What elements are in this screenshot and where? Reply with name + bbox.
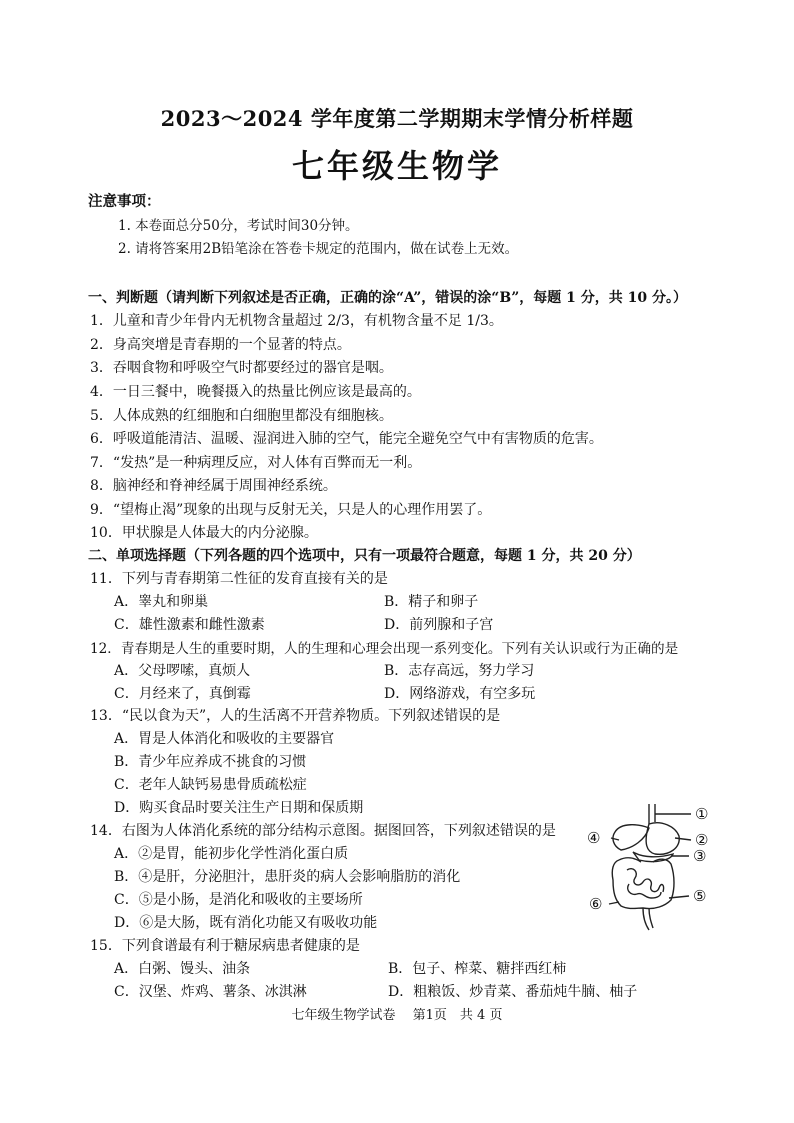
judgement-question: 2．身高突增是青春期的一个显著的特点。 xyxy=(90,337,351,353)
question-13-stem: 13．“民以食为天”，人的生活离不开营养物质。下列叙述错误的是 xyxy=(90,708,501,724)
question-14-stem: 14．右图为人体消化系统的部分结构示意图。据图回答，下列叙述错误的是 xyxy=(90,823,556,839)
judgement-question: 8．脑神经和脊神经属于周围神经系统。 xyxy=(90,478,337,494)
question-15-option-a: A．白粥、馒头、油条 xyxy=(114,961,251,977)
note-item: 2. 请将答案用2B铅笔涂在答卷卡规定的范围内，做在试卷上无效。 xyxy=(118,241,519,257)
question-13-option-d: D．购买食品时要关注生产日期和保质期 xyxy=(114,800,364,816)
figure-label-5: ⑤ xyxy=(693,887,707,905)
question-11-option-c: C．雄性激素和雌性激素 xyxy=(114,617,265,633)
notes-heading: 注意事项： xyxy=(88,193,161,210)
figure-label-4: ④ xyxy=(587,829,601,847)
judgement-question: 1．儿童和青少年骨内无机物含量超过 2/3，有机物含量不足 1/3。 xyxy=(90,313,503,329)
exam-title: 2023～2024 学年度第二学期期末学情分析样题 xyxy=(160,106,634,131)
section2-heading: 二、单项选择题（下列各题的四个选项中，只有一项最符合题意，每题 1 分，共 20 分） xyxy=(88,548,641,564)
question-14-option-b: B．④是肝，分泌胆汁，患肝炎的病人会影响脂肪的消化 xyxy=(114,869,461,885)
judgement-question: 5．人体成熟的红细胞和白细胞里都没有细胞核。 xyxy=(90,408,393,424)
question-14-option-a: A．②是胃，能初步化学性消化蛋白质 xyxy=(114,846,349,862)
judgement-question: 3．吞咽食物和呼吸空气时都要经过的器官是咽。 xyxy=(90,360,393,376)
question-15-option-d: D．粗粮饭、炒青菜、番茄炖牛腩、柚子 xyxy=(388,984,638,1000)
question-12-option-a: A．父母啰嗦，真烦人 xyxy=(114,663,251,679)
question-11-option-d: D．前列腺和子宫 xyxy=(384,617,494,633)
figure-label-3: ③ xyxy=(693,847,707,865)
judgement-question: 4．一日三餐中，晚餐摄入的热量比例应该是最高的。 xyxy=(90,384,421,400)
question-15-stem: 15．下列食谱最有利于糖尿病患者健康的是 xyxy=(90,938,360,954)
figure-label-6: ⑥ xyxy=(589,895,603,913)
question-11-option-a: A．睾丸和卵巢 xyxy=(114,594,209,610)
question-12-option-d: D．网络游戏，有空多玩 xyxy=(384,686,536,702)
question-13-option-a: A．胃是人体消化和吸收的主要器官 xyxy=(114,731,335,747)
figure-label-1: ① xyxy=(695,805,709,823)
question-14-option-d: D．⑥是大肠，既有消化功能又有吸收功能 xyxy=(114,915,378,931)
note-item: 1. 本卷面总分50分，考试时间30分钟。 xyxy=(118,218,359,234)
digestive-system-diagram xyxy=(583,800,713,935)
question-11-option-b: B．精子和卵子 xyxy=(384,594,479,610)
question-15-option-b: B．包子、榨菜、糖拌西红柿 xyxy=(388,961,567,977)
question-14-option-c: C．⑤是小肠，是消化和吸收的主要场所 xyxy=(114,892,363,908)
judgement-question: 6．呼吸道能清洁、温暖、湿润进入肺的空气，能完全避免空气中有害物质的危害。 xyxy=(90,431,603,447)
figure-label-2: ② xyxy=(695,831,709,849)
question-12-option-b: B．志存高远，努力学习 xyxy=(384,663,535,679)
question-15-option-c: C．汉堡、炸鸡、薯条、冰淇淋 xyxy=(114,984,307,1000)
exam-subject-title: 七年级生物学 xyxy=(291,147,502,185)
judgement-question: 7．“发热”是一种病理反应，对人体有百弊而无一利。 xyxy=(90,455,422,471)
section1-heading: 一、判断题（请判断下列叙述是否正确，正确的涂“A”，错误的涂“B”，每题 1 分，共 10 分。） xyxy=(88,290,687,306)
judgement-question: 9．“望梅止渴”现象的出现与反射无关，只是人的心理作用罢了。 xyxy=(90,502,492,518)
page-footer: 七年级生物学试卷 第1页 共 4 页 xyxy=(291,1008,503,1023)
question-13-option-b: B．青少年应养成不挑食的习惯 xyxy=(114,754,307,770)
judgement-question: 10．甲状腺是人体最大的内分泌腺。 xyxy=(90,525,318,541)
question-12-stem: 12．青春期是人生的重要时期，人的生理和心理会出现一系列变化。下列有关认识或行为正确的是 xyxy=(90,641,679,657)
question-12-option-c: C．月经来了，真倒霉 xyxy=(114,686,251,702)
question-13-option-c: C．老年人缺钙易患骨质疏松症 xyxy=(114,777,307,793)
question-11-stem: 11．下列与青春期第二性征的发育直接有关的是 xyxy=(90,571,388,587)
